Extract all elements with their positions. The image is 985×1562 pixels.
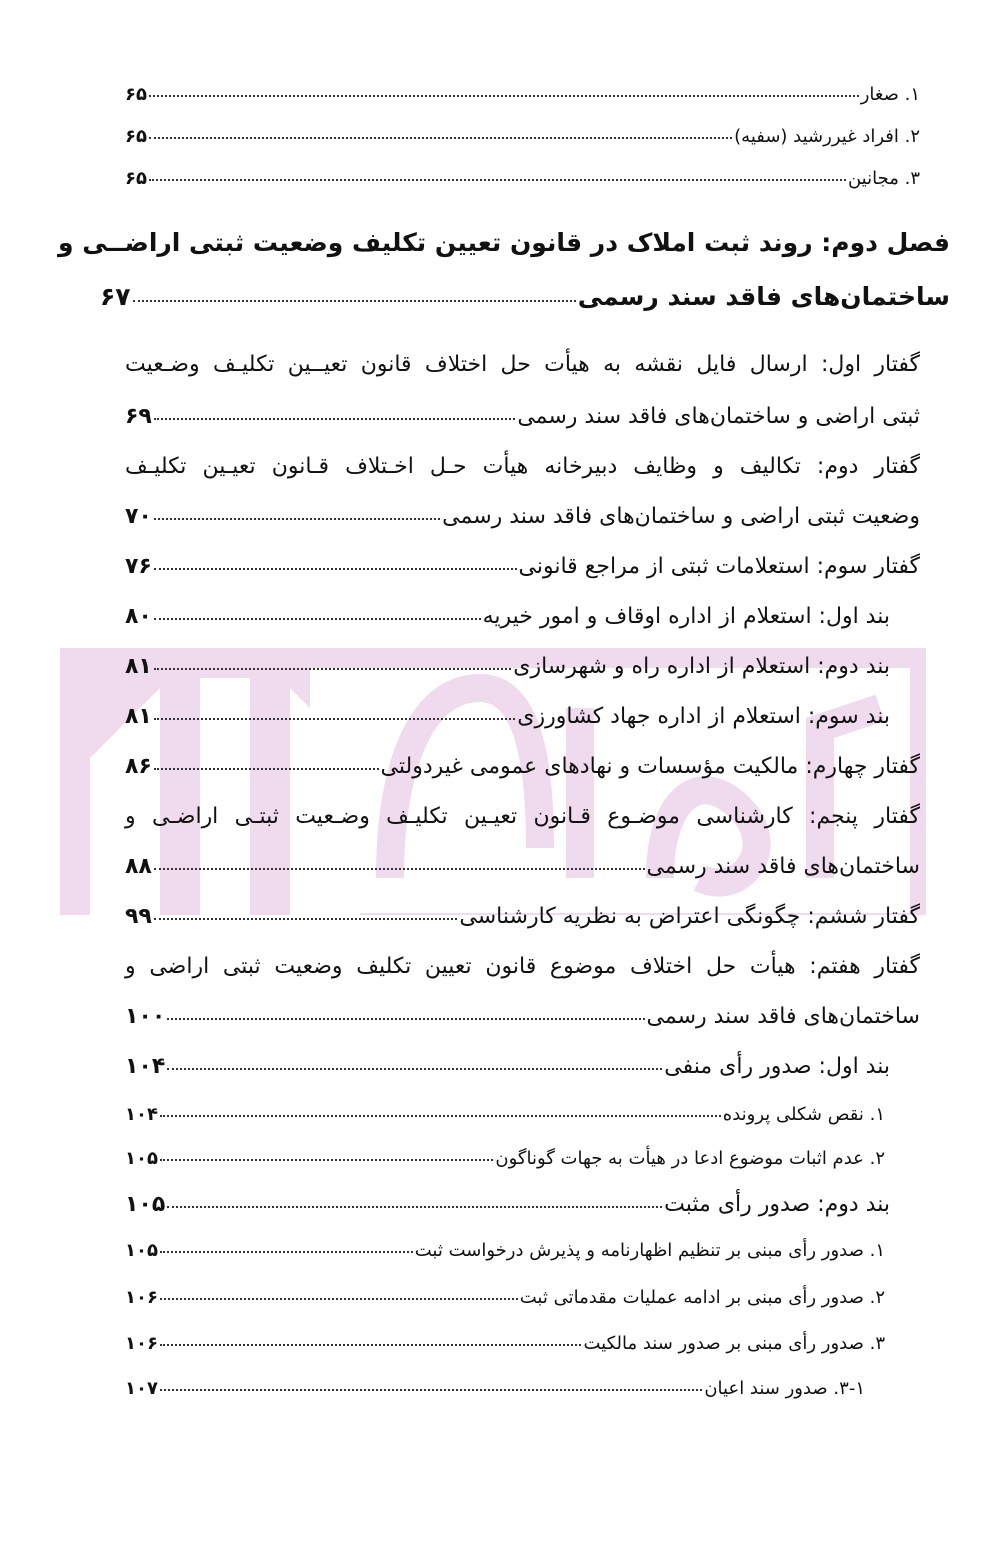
section-line2: گفتار سوم: استعلامات ثبتی از مراجع قانونی	[518, 554, 920, 579]
leader-dots	[149, 137, 732, 139]
leader-dots	[167, 1206, 662, 1208]
toc-item[interactable]	[125, 1240, 885, 1261]
section-page: ۶۹	[125, 404, 152, 429]
toc-entry[interactable]	[125, 84, 920, 105]
item-label: ۲. عدم اثبات موضوع ادعا در هیأت به جهات گوناگون	[495, 1148, 885, 1169]
chapter-heading-page: ۶۷	[100, 282, 131, 311]
section-page: ۸۸	[125, 854, 152, 879]
section-page: ۱۰۰	[125, 1004, 166, 1029]
leader-dots	[160, 1344, 582, 1346]
leader-dots	[154, 618, 481, 620]
section-line1: گفتار هفتم: هیأت حل اختلاف موضوع قانون تعیین تکلیف وضعیت ثبتی اراضی و	[125, 954, 920, 979]
item-label: ۳-۱. صدور سند اعیان	[704, 1378, 865, 1399]
section-page: ۹۹	[125, 904, 152, 929]
section-line1: گفتار پنجم: کارشناسی موضـوع قـانون تعیـین تکلیـف وضـعیت ثبتـی اراضـی و	[125, 804, 920, 829]
item-page: ۱۰۶	[125, 1287, 158, 1308]
subsection-page: ۸۱	[125, 654, 152, 679]
section-line2: گفتار ششم: چگونگی اعتراض به نظریه کارشناسی	[459, 904, 920, 929]
toc-section[interactable]	[125, 504, 920, 529]
toc-entry-page: ۶۵	[125, 84, 147, 105]
toc-subsection[interactable]	[125, 604, 890, 629]
section-line1: گفتار دوم: تکالیف و وظایف دبیرخانه هیأت حـل اخـتلاف قـانون تعیـین تکلیـف	[125, 454, 920, 479]
leader-dots	[154, 868, 645, 870]
leader-dots	[154, 518, 440, 520]
leader-dots	[167, 1068, 662, 1070]
subsection-page: ۱۰۴	[125, 1054, 166, 1079]
subsection-page: ۱۰۵	[125, 1192, 166, 1217]
leader-dots	[149, 179, 846, 181]
item-page: ۱۰۷	[125, 1378, 158, 1399]
item-label: ۳. صدور رأی مبنی بر صدور سند مالکیت	[583, 1333, 885, 1354]
item-page: ۱۰۵	[125, 1148, 158, 1169]
leader-dots	[154, 718, 515, 720]
toc-section[interactable]	[125, 1004, 920, 1029]
leader-dots	[154, 568, 517, 570]
section-line2: ساختمان‌های فاقد سند رسمی	[646, 854, 920, 879]
leader-dots	[160, 1159, 493, 1161]
toc-item[interactable]	[125, 1104, 885, 1125]
toc-subsection[interactable]	[125, 654, 890, 679]
toc-subsection[interactable]	[125, 704, 890, 729]
toc-section[interactable]	[125, 854, 920, 879]
section-line2: ساختمان‌های فاقد سند رسمی	[646, 1004, 920, 1029]
leader-dots	[149, 95, 859, 97]
leader-dots	[154, 768, 379, 770]
leader-dots	[160, 1115, 721, 1117]
leader-dots	[154, 918, 458, 920]
leader-dots	[160, 1298, 518, 1300]
toc-item[interactable]	[125, 1333, 885, 1354]
item-page: ۱۰۴	[125, 1104, 158, 1125]
leader-dots	[133, 300, 576, 302]
leader-dots	[154, 418, 515, 420]
toc-entry-label: ۳. مجانین	[847, 168, 920, 189]
leader-dots	[160, 1251, 413, 1253]
toc-entry[interactable]	[125, 168, 920, 189]
chapter-heading[interactable]	[100, 282, 950, 311]
chapter-heading-line1: فصل دوم: روند ثبت املاک در قانون تعیین تکلیف وضعیت ثبتی اراضــی و	[58, 228, 950, 257]
toc-entry-page: ۶۵	[125, 168, 147, 189]
toc-section[interactable]	[125, 554, 920, 579]
section-page: ۷۰	[125, 504, 152, 529]
leader-dots	[154, 668, 511, 670]
subsection-label: بند سوم: استعلام از اداره جهاد کشاورزی	[517, 704, 890, 729]
toc-subsection[interactable]	[125, 1192, 890, 1217]
item-page: ۱۰۶	[125, 1333, 158, 1354]
toc-section[interactable]	[125, 904, 920, 929]
subsection-label: بند دوم: استعلام از اداره راه و شهرسازی	[513, 654, 890, 679]
toc-entry[interactable]	[125, 126, 920, 147]
subsection-page: ۸۱	[125, 704, 152, 729]
toc-item[interactable]	[125, 1378, 865, 1399]
chapter-heading-line2: ساختمان‌های فاقد سند رسمی	[577, 282, 950, 311]
toc-entry-label: ۱. صغار	[860, 84, 920, 105]
section-line2: ثبتی اراضی و ساختمان‌های فاقد سند رسمی	[517, 404, 920, 429]
toc-item[interactable]	[125, 1287, 885, 1308]
toc-item[interactable]	[125, 1148, 885, 1169]
subsection-label: بند اول: استعلام از اداره اوقاف و امور خیریه	[482, 604, 890, 629]
subsection-page: ۸۰	[125, 604, 152, 629]
subsection-label: بند دوم: صدور رأی مثبت	[664, 1192, 890, 1217]
toc-entry-page: ۶۵	[125, 126, 147, 147]
leader-dots	[160, 1389, 702, 1391]
section-line2: گفتار چهارم: مالکیت مؤسسات و نهادهای عمومی غیردولتی	[380, 754, 920, 779]
toc-entry-label: ۲. افراد غیررشید (سفیه)	[734, 126, 920, 147]
item-label: ۱. صدور رأی مبنی بر تنظیم اظهارنامه و پذیرش درخواست ثبت	[414, 1240, 885, 1261]
toc-section[interactable]	[125, 754, 920, 779]
item-label: ۱. نقص شکلی پرونده	[722, 1104, 885, 1125]
item-page: ۱۰۵	[125, 1240, 158, 1261]
section-line2: وضعیت ثبتی اراضی و ساختمان‌های فاقد سند رسمی	[442, 504, 920, 529]
section-page: ۷۶	[125, 554, 152, 579]
leader-dots	[167, 1018, 644, 1020]
toc-subsection[interactable]	[125, 1054, 890, 1079]
subsection-label: بند اول: صدور رأی منفی	[664, 1054, 890, 1079]
toc-section[interactable]	[125, 404, 920, 429]
item-label: ۲. صدور رأی مبنی بر ادامه عملیات مقدماتی ثبت	[519, 1287, 885, 1308]
section-line1: گفتار اول: ارسال فایل نقشه به هیأت حل اختلاف قانون تعیــین تکلیـف وضـعیت	[125, 352, 920, 377]
section-page: ۸۶	[125, 754, 152, 779]
